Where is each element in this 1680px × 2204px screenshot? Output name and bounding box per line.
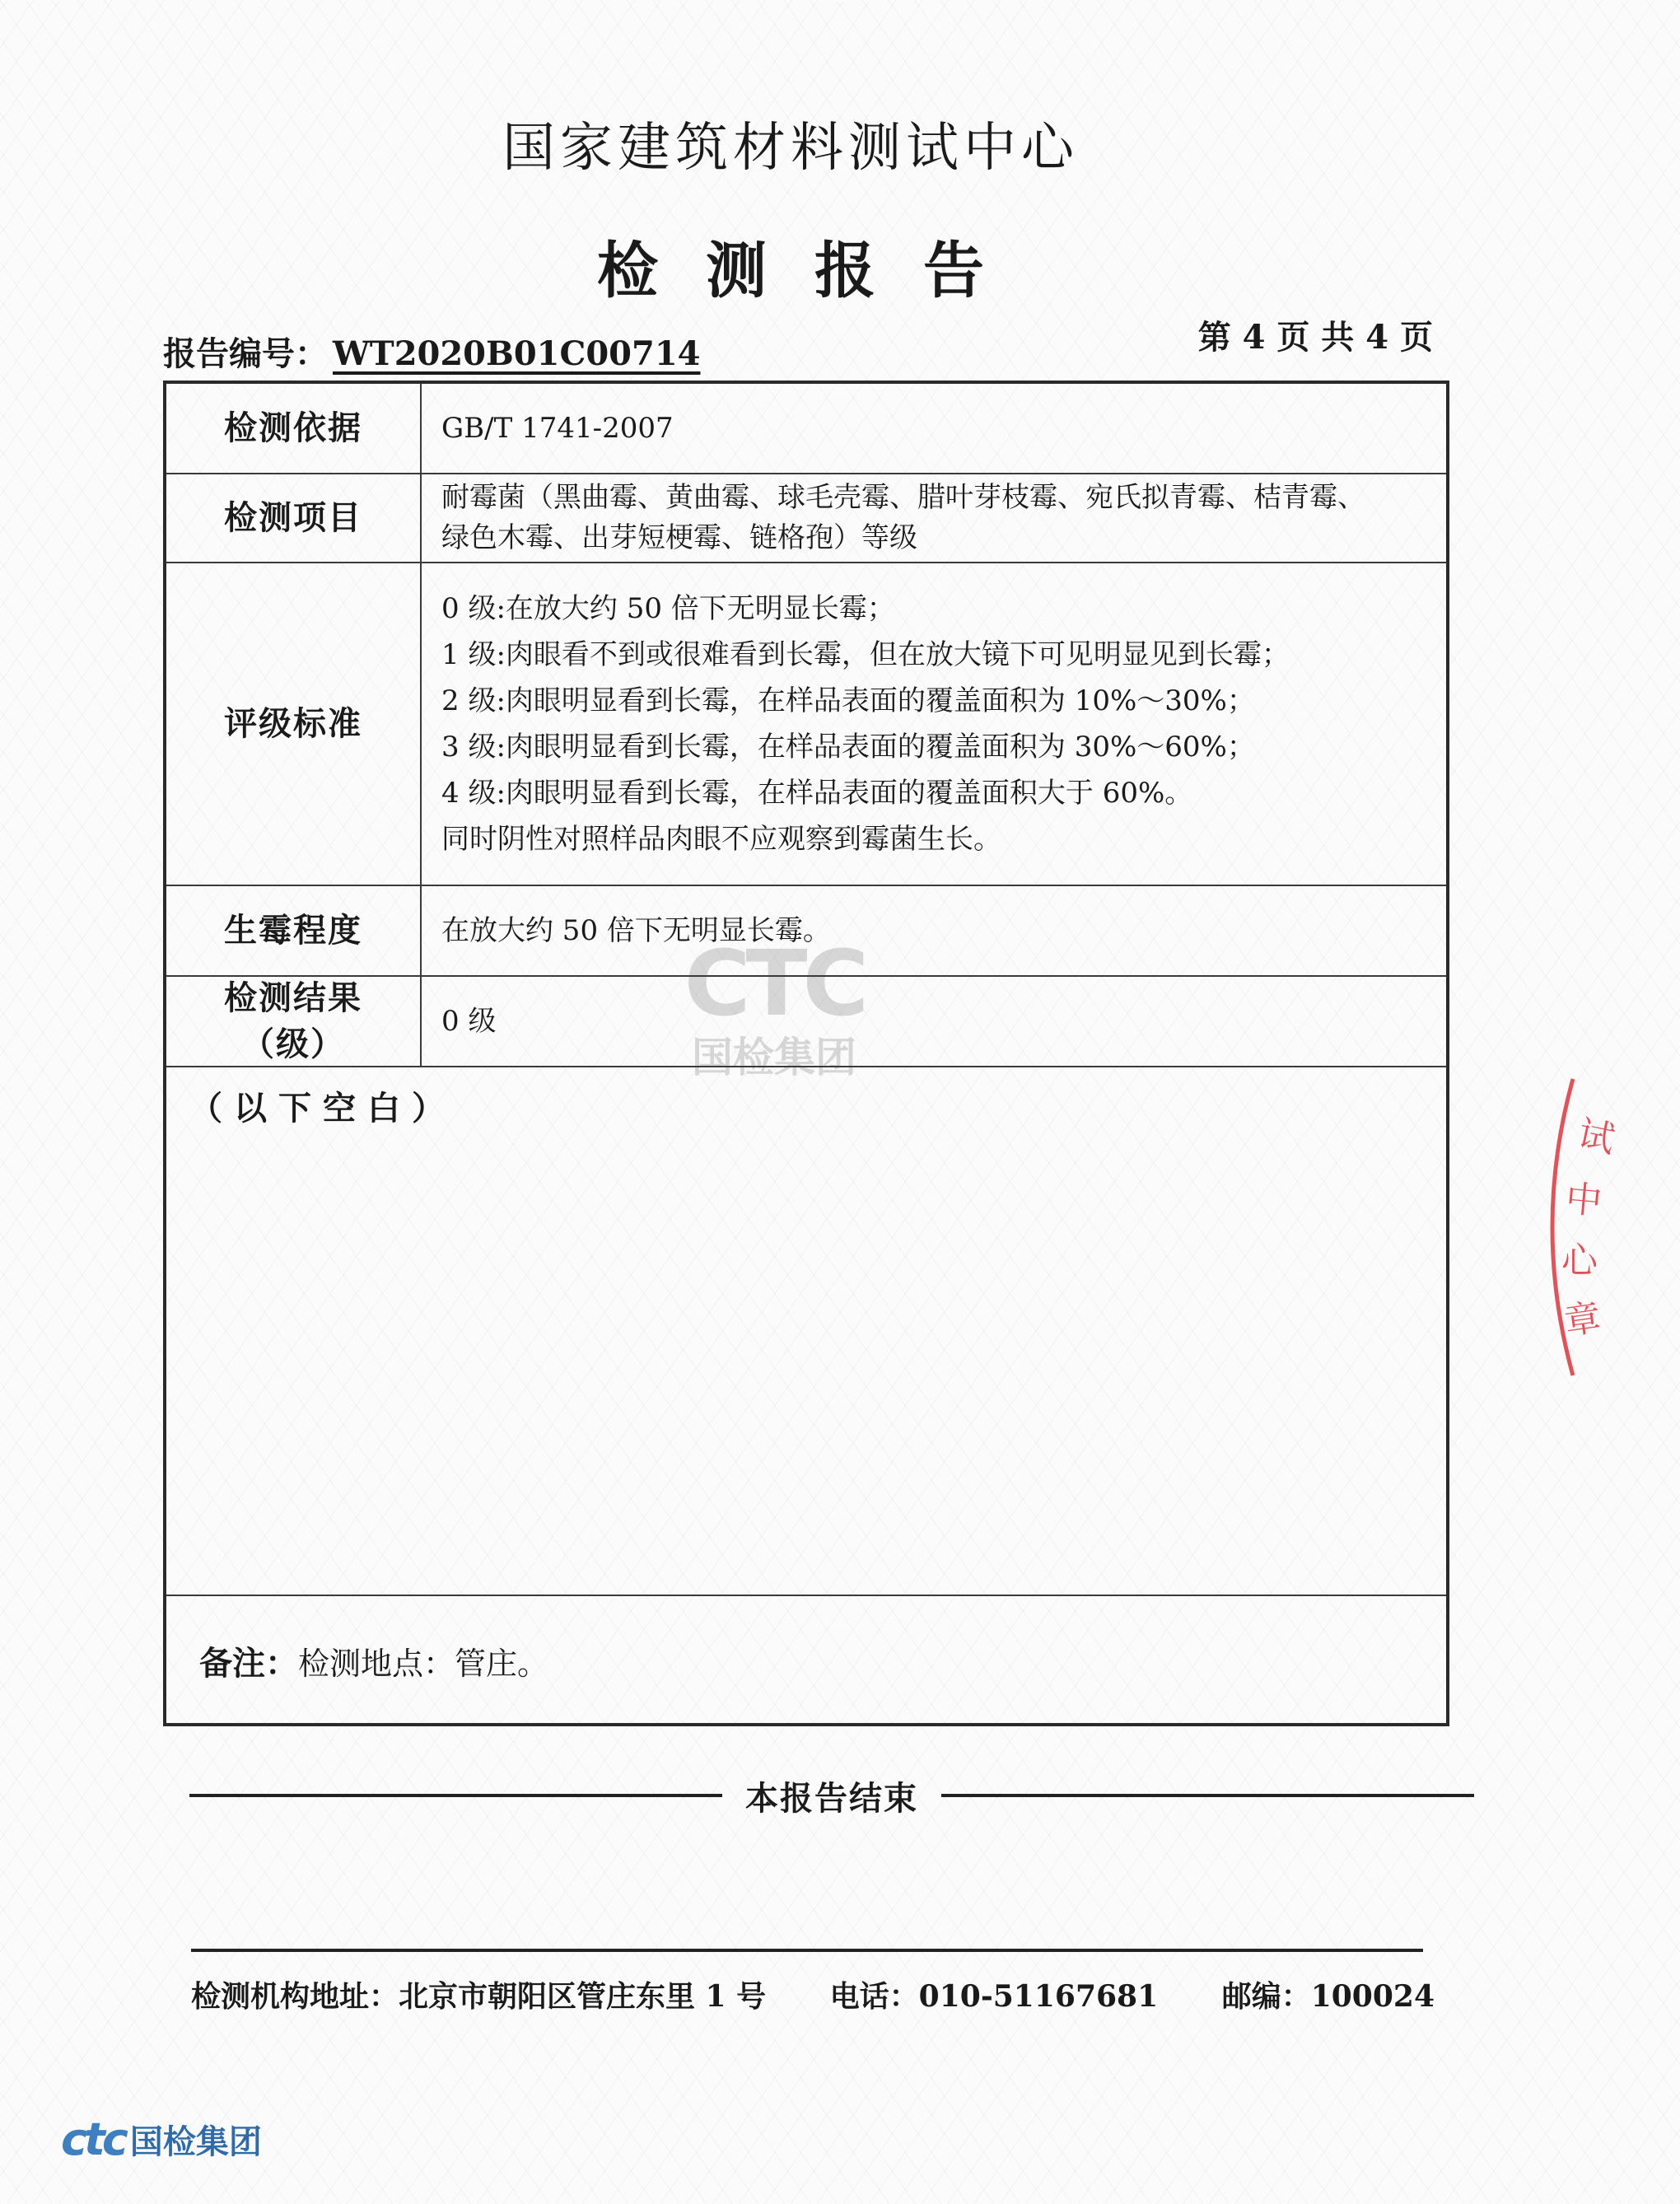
row-test-basis: [166, 384, 1446, 474]
grading-line: 同时阴性对照样品肉眼不应观察到霉菌生长。: [441, 823, 1001, 857]
ctc-logo-name: 国检集团: [129, 2123, 262, 2161]
test-items-label: 检测项目: [166, 474, 422, 562]
organization-title: 国家建筑材料测试中心: [502, 118, 1079, 179]
row-mold-degree: [166, 886, 1446, 977]
test-items-line: 绿色木霉、出芽短梗霉、链格孢）等级: [441, 521, 917, 554]
remarks-label: 备注：: [199, 1644, 298, 1683]
row-grading-standard: [166, 563, 1446, 886]
grading-line: 0 级:在放大约 50 倍下无明显长霉；: [441, 591, 895, 625]
test-result-label-line2: （级）: [241, 1025, 345, 1063]
end-divider-right: [941, 1794, 1474, 1797]
end-divider-left: [189, 1794, 722, 1797]
remarks: [199, 1637, 548, 1684]
row-remarks: [166, 1595, 1446, 1726]
svg-text:心: 心: [1561, 1240, 1598, 1282]
report-number: [163, 328, 700, 375]
report-end: [189, 1771, 1474, 1820]
report-title: 检测报告: [597, 236, 1032, 306]
ctc-logo-mark: ctc: [61, 2113, 125, 2165]
grading-line: 4 级:肉眼明显看到长霉，在样品表面的覆盖面积大于 60%。: [441, 777, 1193, 810]
remarks-value: 检测地点：管庄。: [298, 1646, 549, 1682]
official-seal: [1515, 1071, 1680, 1384]
watermark-name: 国检集团: [692, 1034, 856, 1081]
mold-degree-value: 在放大约 50 倍下无明显长霉。: [441, 913, 831, 947]
report-number-value: WT2020B01C00714: [333, 334, 701, 373]
test-items-line: 耐霉菌（黑曲霉、黄曲霉、球毛壳霉、腊叶芽枝霉、宛氏拟青霉、桔青霉、: [441, 480, 1365, 514]
test-basis-value: GB/T 1741-2007: [441, 411, 674, 445]
svg-text:章: 章: [1561, 1296, 1604, 1343]
test-items-value: [422, 474, 1446, 562]
report-number-label: 报告编号：: [163, 334, 328, 373]
report-end-text: 本报告结束: [745, 1778, 918, 1818]
test-result-value: 0 级: [441, 1004, 497, 1038]
grading-line: 2 级:肉眼明显看到长霉，在样品表面的覆盖面积为 10%～30%；: [441, 684, 1255, 717]
grading-line: 1 级:肉眼看不到或很难看到长霉，但在放大镜下可见明显见到长霉；: [441, 637, 1290, 671]
footer-divider: [191, 1949, 1423, 1952]
watermark-mark: CTC: [684, 931, 865, 1036]
blank-note: （以下空白）: [189, 1089, 456, 1128]
grading-standard-value: [422, 563, 1446, 885]
grading-line: 3 级:肉眼明显看到长霉，在样品表面的覆盖面积为 30%～60%；: [441, 731, 1255, 763]
report-table: [163, 381, 1449, 1726]
footer-address: 检测机构地址：北京市朝阳区管庄东里 1 号: [191, 1979, 767, 2014]
row-test-result: [166, 977, 1446, 1067]
mold-degree-label: 生霉程度: [166, 886, 422, 975]
ctc-logo: [61, 2113, 262, 2165]
svg-text:中: 中: [1564, 1178, 1604, 1223]
row-test-items: [166, 474, 1446, 563]
test-result-label: [166, 977, 422, 1066]
footer-postcode: 邮编：100024: [1221, 1979, 1435, 2014]
grading-standard-label: 评级标准: [166, 563, 422, 885]
footer-phone: 电话：010-51167681: [829, 1979, 1159, 2014]
page-info: 第 4 页 共 4 页: [1197, 318, 1433, 357]
svg-text:试: 试: [1574, 1112, 1619, 1161]
footer: [191, 1973, 1435, 2015]
test-basis-label: 检测依据: [166, 384, 422, 473]
test-result-label-line1: 检测结果: [224, 978, 362, 1017]
